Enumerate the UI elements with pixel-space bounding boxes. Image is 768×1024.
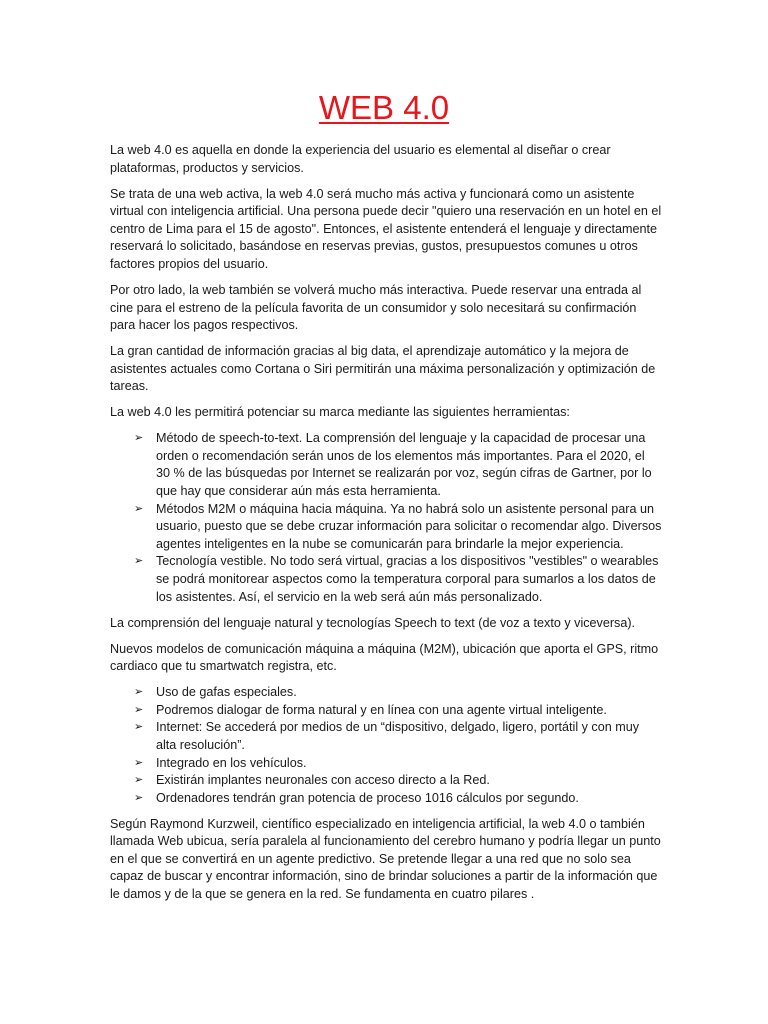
arrow-bullet-icon: ➢ (134, 721, 144, 734)
list-item: ➢ Integrado en los vehículos. (110, 755, 662, 773)
arrow-bullet-icon: ➢ (134, 756, 144, 769)
list-item: ➢ Métodos M2M o máquina hacia máquina. Ya no habrá solo un asistente personal para un usuario, puesto que se debe cruzar información para solicitar o recomendar algo. Diversos agentes inteligentes en la nube se comunicarán para brindarle la mejor experiencia. (134, 501, 662, 551)
paragraph-tools-intro: La web 4.0 les permitirá potenciar su marca mediante las siguientes herramientas: (110, 405, 570, 420)
arrow-bullet-icon: ➢ (134, 432, 144, 445)
paragraph-language: La comprensión del lenguaje natural y tecnologías Speech to text (de voz a texto y viceversa). (110, 615, 636, 630)
arrow-bullet-icon: ➢ (134, 791, 144, 804)
paragraph-interactive-web: Por otro lado, la web también se volverá mucho más interactiva. Puede reservar una entrada al cine para el estreno de la película favorita de un consumidor y solo necesitará su confirmación para hacer los pagos respectivos. (110, 282, 642, 333)
arrow-bullet-icon: ➢ (134, 774, 144, 787)
arrow-bullet-icon: ➢ (134, 686, 144, 699)
list-item: ➢ Existirán implantes neuronales con acceso directo a la Red. (110, 772, 662, 790)
list-item: ➢ Ordenadores tendrán gran potencia de proceso 1016 cálculos por segundo. (110, 790, 662, 808)
arrow-bullet-icon: ➢ (134, 502, 144, 515)
tools-list (110, 430, 662, 606)
list-item: ➢ Podremos dialogar de forma natural y en línea con una agente virtual inteligente. (110, 702, 662, 720)
arrow-bullet-icon: ➢ (134, 555, 144, 568)
list-item: ➢ Uso de gafas especiales. (110, 684, 662, 702)
arrow-bullet-icon: ➢ (134, 703, 144, 716)
paragraph-m2m: Nuevos modelos de comunicación máquina a máquina (M2M), ubicación que aporta el GPS, ritmo cardiaco que tu smartwatch registra, etc. (110, 641, 659, 674)
document-body (110, 142, 662, 912)
list-item: ➢ Tecnología vestible. No todo será virtual, gracias a los dispositivos "vestibles" o wearables se podrá monitorear aspectos como la temperatura corporal para sumarlos a los datos de los asistentes. Así, el servicio en la web será aún más personalizado. (134, 554, 659, 604)
paragraph-active-web: Se trata de una web activa, la web 4.0 será mucho más activa y funcionará como un asistente virtual con inteligencia artificial. Una persona puede decir "quiero una reservación en un hotel en el centro de Lima para el 15 de agosto". Entonces, el asistente entenderá el lenguaje y directamente reservará lo solicitado, basándose en reservas previas, gustos, presupuestos comunes u otros factores propios del usuario. (110, 186, 662, 271)
paragraph-big-data: La gran cantidad de información gracias al big data, el aprendizaje automático y la mejora de asistentes actuales como Cortana o Siri permitirán una máxima personalización y optimización de tareas. (110, 344, 656, 394)
paragraph-kurzweil: Según Raymond Kurzweil, científico especializado en inteligencia artificial, la web 4.0 o también llamada Web ubicua, sería paralela al funcionamiento del cerebro humano y podría llegar un punto en el que se convertirá en un agente predictivo. Se pretende llegar a una red que no solo sea capaz de buscar y encontrar información, sino de brindar soluciones a partir de la información que le damos y de la que se genera en la red. Se fundamenta en cuatro pilares . (110, 816, 661, 902)
paragraph-intro: La web 4.0 es aquella en donde la experiencia del usuario es elemental al diseñar o crear plataformas, productos y servicios. (110, 143, 611, 175)
list-item: ➢ Método de speech-to-text. La comprensión del lenguaje y la capacidad de procesar una orden o recomendación serán unos de los elementos más importantes. Para el 2020, el 30 % de las búsquedas por Internet se realizarán por voz, según cifras de Gartner, por lo que hay que considerar aún más esta herramienta. (134, 431, 652, 499)
features-list (110, 684, 662, 807)
document-title: WEB 4.0 (318, 89, 450, 126)
list-item: ➢ Internet: Se accederá por medios de un “dispositivo, delgado, ligero, portátil y con muy alta resolución”. (134, 720, 640, 752)
